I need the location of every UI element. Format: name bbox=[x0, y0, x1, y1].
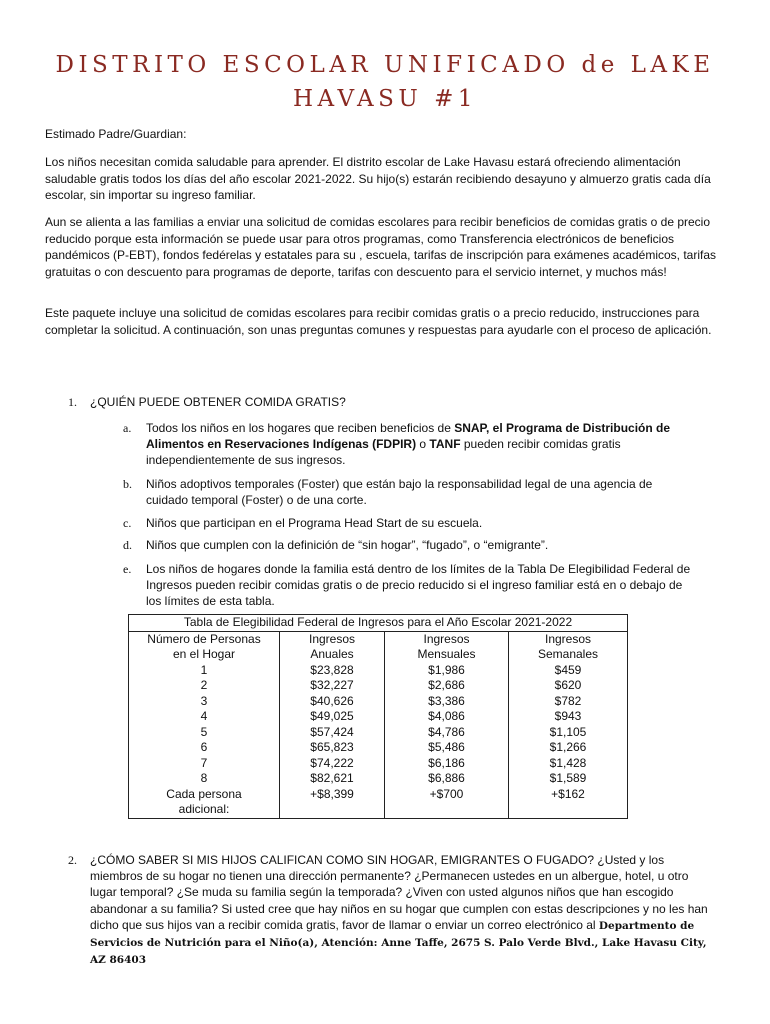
persons-cell: 1 bbox=[129, 663, 280, 679]
header-weekly-line2: Semanales bbox=[537, 647, 599, 661]
header-weekly-line1: Ingresos bbox=[544, 631, 592, 646]
additional-weekly: +$162 bbox=[509, 787, 628, 819]
header-persons-line1: Número de Personas bbox=[147, 631, 261, 646]
greeting: Estimado Padre/Guardian: bbox=[45, 127, 187, 141]
weekly-cell: $1,428 bbox=[509, 756, 628, 772]
additional-label-line2: adicional: bbox=[178, 802, 230, 816]
table-row bbox=[129, 663, 628, 679]
table-row-additional bbox=[129, 787, 628, 819]
table-row bbox=[129, 740, 628, 756]
contact-address: Departmento de Servicios de Nutrición para el Niño(a), Atención: Anne Taffe, 2675 S. Palo Verde Blvd., Lake Havasu City, AZ 86403 bbox=[90, 919, 707, 967]
annual-cell: $49,025 bbox=[280, 709, 385, 725]
intro-paragraph-1: Los niños necesitan comida saludable para aprender. El distrito escolar de Lake Havasu estará ofreciendo alimentación saludable gratis todos los días del año escolar 2021-2022. Su hijo(s) estarán recibiendo desayuno y almuerzo gratis cada día escolar, sin importar su ingreso familiar. bbox=[45, 155, 711, 202]
header-persons-line2: en el Hogar bbox=[172, 647, 236, 661]
question-2-number: 2. bbox=[68, 853, 77, 867]
intro-paragraph-2: Aun se alienta a las familias a enviar una solicitud de comidas escolares para recibir beneficios de comidas gratis o de precio reducido porque esta información se puede usar para otros programas, como Transferencia electrónicos de beneficios pandémicos (P-EBT), fondos fedérelas y estatales para su , escuela, tarifas de inscripción para exámenes académicos, tarifas gratuitas o con descuento para programas de deporte, tarifas con descuento para el servicio internet, y muchos más! bbox=[45, 215, 716, 279]
header-annual-line1: Ingresos bbox=[308, 631, 356, 646]
header-annual bbox=[280, 631, 385, 663]
header-annual-line2: Anuales bbox=[310, 647, 354, 661]
header-monthly bbox=[385, 631, 509, 663]
table-row bbox=[129, 694, 628, 710]
monthly-cell: $1,986 bbox=[385, 663, 509, 679]
q1-item-b-text: Niños adoptivos temporales (Foster) que están bajo la responsabilidad legal de una agencia de cuidado temporal (Foster) o de una corte. bbox=[146, 477, 653, 507]
table-row bbox=[129, 725, 628, 741]
q1-item-a-letter: a. bbox=[123, 421, 132, 435]
q1-item-e-text: Los niños de hogares donde la familia está dentro de los límites de la Tabla De Elegibilidad Federal de Ingresos pueden recibir comidas gratis o de precio reducido si el ingreso familiar está en o debajo de los límites de esta tabla. bbox=[146, 562, 691, 608]
title-line-2: HAVASU #1 bbox=[292, 86, 478, 112]
persons-cell: 2 bbox=[129, 678, 280, 694]
persons-cell: 3 bbox=[129, 694, 280, 710]
q1-item-a-text bbox=[146, 420, 691, 468]
q1-item-c-text: Niños que participan en el Programa Head Start de su escuela. bbox=[146, 516, 483, 530]
question-1-text: ¿QUIÉN PUEDE OBTENER COMIDA GRATIS? bbox=[90, 395, 346, 409]
annual-cell: $74,222 bbox=[280, 756, 385, 772]
weekly-cell: $1,266 bbox=[509, 740, 628, 756]
q1-item-a-mid: o bbox=[416, 437, 430, 451]
annual-cell: $32,227 bbox=[280, 678, 385, 694]
question-2-text: ¿CÓMO SABER SI MIS HIJOS CALIFICAN COMO SIN HOGAR, EMIGRANTES O FUGADO? ¿Usted y los miembros de su hogar no tienen una dirección permanente? ¿Permanecen ustedes en un albergue, hotel, u otro lugar temporal? ¿Se muda su familia según la temporada? ¿Viven con usted algunos niños que han escogido abandonar a su familia? Si usted cree que hay niños en su hogar que cumplen con estas descripciones y no les han dicho que sus hijos van a recibir comida gratis, favor de llamar o enviar un correo electrónico al bbox=[90, 853, 708, 932]
q1-item-e-letter: e. bbox=[123, 562, 132, 576]
table-header-row bbox=[129, 631, 628, 663]
income-eligibility-table bbox=[128, 614, 628, 819]
monthly-cell: $6,886 bbox=[385, 771, 509, 787]
table-body bbox=[129, 663, 628, 787]
weekly-cell: $459 bbox=[509, 663, 628, 679]
q1-item-d-letter: d. bbox=[123, 538, 132, 552]
header-monthly-line2: Mensuales bbox=[417, 647, 476, 661]
q1-item-c-letter: c. bbox=[123, 516, 132, 530]
question-2-body bbox=[90, 852, 710, 968]
q1-item-b-letter: b. bbox=[123, 477, 132, 491]
annual-cell: $40,626 bbox=[280, 694, 385, 710]
weekly-cell: $782 bbox=[509, 694, 628, 710]
persons-cell: 8 bbox=[129, 771, 280, 787]
table-caption-row bbox=[129, 615, 628, 632]
q1-item-a-post: pueden recibir comidas gratis independientemente de sus ingresos. bbox=[146, 437, 621, 467]
monthly-cell: $4,086 bbox=[385, 709, 509, 725]
additional-annual: +$8,399 bbox=[280, 787, 385, 819]
title-line-1: DISTRITO ESCOLAR UNIFICADO de LAKE bbox=[55, 52, 715, 78]
weekly-cell: $1,105 bbox=[509, 725, 628, 741]
table-row bbox=[129, 771, 628, 787]
additional-label-line1: Cada persona bbox=[166, 786, 242, 801]
monthly-cell: $3,386 bbox=[385, 694, 509, 710]
additional-monthly: +$700 bbox=[385, 787, 509, 819]
monthly-cell: $2,686 bbox=[385, 678, 509, 694]
weekly-cell: $943 bbox=[509, 709, 628, 725]
annual-cell: $82,621 bbox=[280, 771, 385, 787]
page-title bbox=[40, 48, 730, 116]
annual-cell: $23,828 bbox=[280, 663, 385, 679]
header-weekly bbox=[509, 631, 628, 663]
additional-label bbox=[129, 787, 280, 819]
persons-cell: 4 bbox=[129, 709, 280, 725]
weekly-cell: $620 bbox=[509, 678, 628, 694]
q1-item-a-bold-tanf: TANF bbox=[429, 437, 461, 451]
persons-cell: 6 bbox=[129, 740, 280, 756]
monthly-cell: $6,186 bbox=[385, 756, 509, 772]
header-persons bbox=[129, 631, 280, 663]
table-row bbox=[129, 709, 628, 725]
q1-item-a-pre: Todos los niños en los hogares que reciben beneficios de bbox=[146, 421, 455, 435]
question-1 bbox=[68, 395, 346, 410]
table-caption: Tabla de Elegibilidad Federal de Ingresos para el Año Escolar 2021-2022 bbox=[129, 615, 628, 632]
persons-cell: 5 bbox=[129, 725, 280, 741]
weekly-cell: $1,589 bbox=[509, 771, 628, 787]
q1-item-d-text: Niños que cumplen con la definición de “sin hogar”, “fugado”, o “emigrante”. bbox=[146, 538, 549, 552]
annual-cell: $65,823 bbox=[280, 740, 385, 756]
table-row bbox=[129, 756, 628, 772]
intro-paragraph-3: Este paquete incluye una solicitud de comidas escolares para recibir comidas gratis o a precio reducido, instrucciones para completar la solicitud. A continuación, son unas preguntas comunes y respuestas para ayudarle con el proceso de aplicación. bbox=[45, 306, 712, 337]
monthly-cell: $5,486 bbox=[385, 740, 509, 756]
persons-cell: 7 bbox=[129, 756, 280, 772]
q1-item-a-bold-programs: SNAP, el Programa de Distribución de Alimentos en Reservaciones Indígenas (FDPIR) bbox=[146, 421, 671, 451]
question-1-number: 1. bbox=[68, 395, 77, 409]
monthly-cell: $4,786 bbox=[385, 725, 509, 741]
annual-cell: $57,424 bbox=[280, 725, 385, 741]
header-monthly-line1: Ingresos bbox=[423, 631, 470, 646]
table-row bbox=[129, 678, 628, 694]
